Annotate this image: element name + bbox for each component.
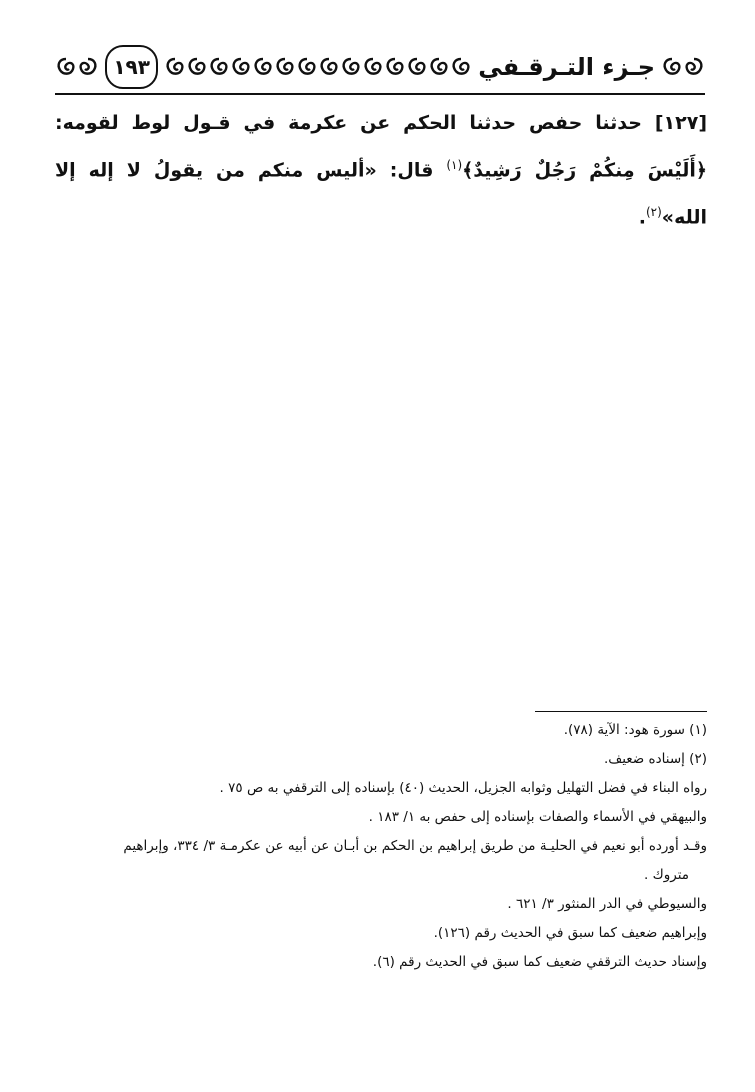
ornament-icon	[318, 56, 340, 78]
header-right-ornaments	[661, 56, 705, 78]
footnotes	[55, 716, 707, 977]
page-number: ١٩٣	[105, 45, 158, 89]
ornament-icon	[661, 56, 683, 78]
footnote-rule	[535, 711, 707, 712]
ornament-icon	[406, 56, 428, 78]
hadith-text-end: .	[638, 206, 646, 229]
ornament-icon	[164, 56, 186, 78]
footnote-line: وإسناد حديث الترقفي ضعيف كما سبق في الحديث رقم (٦).	[372, 954, 707, 970]
page-header	[55, 38, 705, 96]
ornament-icon	[252, 56, 274, 78]
ornament-icon	[362, 56, 384, 78]
ornament-icon	[296, 56, 318, 78]
header-rule	[55, 93, 705, 95]
footnote-1: (١) سورة هود: الآية (٧٨).	[563, 722, 707, 738]
ornament-icon	[384, 56, 406, 78]
footnote-line: وقـد أورده أبو نعيم في الحليـة من طريق إبراهيم بن الحكم بن أبـان عن أبيه عن عكرمـة ٣/ ٣٣٤، وإبراهيم	[123, 838, 707, 854]
ornament-icon	[186, 56, 208, 78]
footnote-marker-2: (٢)	[645, 205, 662, 220]
footnote-line: وإبراهيم ضعيف كما سبق في الحديث رقم (١٢٦).	[433, 925, 707, 941]
ornament-icon	[208, 56, 230, 78]
ornament-icon	[77, 56, 99, 78]
ornament-icon	[683, 56, 705, 78]
footnote-line: والبيهقي في الأسماء والصفات بإسناده إلى حفص به ١/ ١٨٣ .	[368, 809, 707, 825]
ornament-icon	[230, 56, 252, 78]
footnote-line: رواه البناء في فضل التهليل وثوابه الجزيل، الحديث (٤٠) بإسناده إلى الترقفي به ص ٧٥ .	[219, 780, 707, 796]
ornament-icon	[340, 56, 362, 78]
header-title: جـزء التـرقـفي	[478, 53, 655, 81]
ornament-icon	[274, 56, 296, 78]
footnote-marker-1: (١)	[446, 158, 463, 172]
hadith-number: [١٢٧]	[654, 112, 707, 134]
ornament-icon	[55, 56, 77, 78]
header-middle-ornaments	[164, 56, 472, 78]
hadith-text	[55, 102, 707, 239]
footnote-line-continued: متروك .	[644, 867, 689, 883]
header-left-ornaments	[55, 56, 99, 78]
hadith-text-part2: قال: «أليس منكم من يقولُ لا إله إلا الله»	[55, 159, 707, 229]
hadith-text-part1: حدثنا حفص حدثنا الحكم عن عكرمة في قـول لوط لقومه: ﴿أَلَيْسَ مِنكُمْ رَجُلٌ رَشِيدٌ﴾	[55, 112, 707, 182]
footnote-2: (٢) إسناده ضعيف.	[603, 751, 707, 767]
ornament-icon	[450, 56, 472, 78]
ornament-icon	[428, 56, 450, 78]
footnote-line: والسيوطي في الدر المنثور ٣/ ٦٢١ .	[507, 896, 707, 912]
